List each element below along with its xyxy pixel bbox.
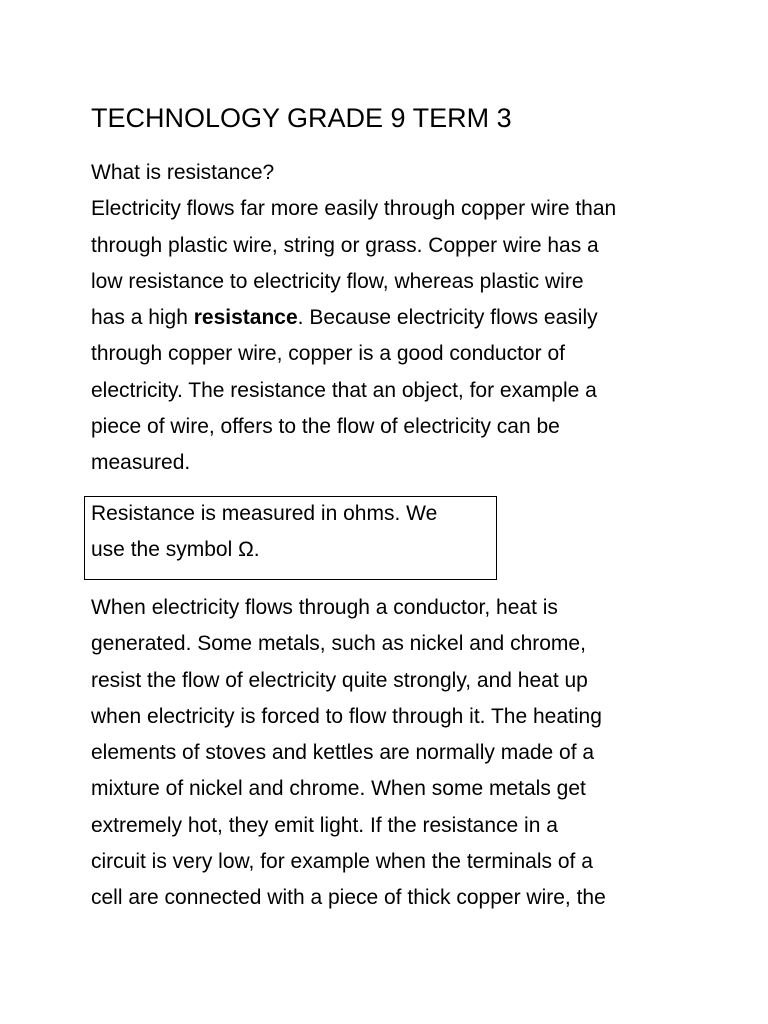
text-line: Resistance is measured in ohms. We [91,502,438,525]
question-heading: What is resistance? [91,161,275,184]
ohms-info-text [91,496,491,569]
bold-term-resistance: resistance [193,306,298,330]
text-line: extremely hot, they emit light. If the resistance in a [91,813,558,837]
text-line: measured. [91,451,191,475]
text-line: through copper wire, copper is a good conductor of [91,342,565,366]
text-line: when electricity is forced to flow through it. The heating [91,704,602,728]
text-line [91,300,691,336]
text-fragment: . Because electricity flows easily [297,306,598,330]
text-line: generated. Some metals, such as nickel and chrome, [91,632,586,656]
paragraph-what-is-resistance [91,155,691,482]
text-line: Electricity flows far more easily through copper wire than [91,197,617,221]
text-line: through plastic wire, string or grass. Copper wire has a [91,233,599,257]
text-line: piece of wire, offers to the flow of electricity can be [91,415,560,439]
text-line: electricity. The resistance that an object, for example a [91,378,597,402]
text-line: elements of stoves and kettles are normally made of a [91,741,595,765]
paragraph-heat-generation [91,590,691,917]
text-line: low resistance to electricity flow, whereas plastic wire [91,269,584,293]
ohms-info-box [84,496,497,580]
text-line: circuit is very low, for example when the terminals of a [91,850,593,874]
text-line: resist the flow of electricity quite strongly, and heat up [91,668,588,692]
text-line: use the symbol Ω. [91,538,260,562]
text-line: cell are connected with a piece of thick copper wire, the [91,886,606,910]
text-line: When electricity flows through a conductor, heat is [91,596,558,619]
text-fragment: has a high [91,306,194,330]
text-line: mixture of nickel and chrome. When some metals get [91,777,586,801]
document-title: TECHNOLOGY GRADE 9 TERM 3 [91,103,512,133]
